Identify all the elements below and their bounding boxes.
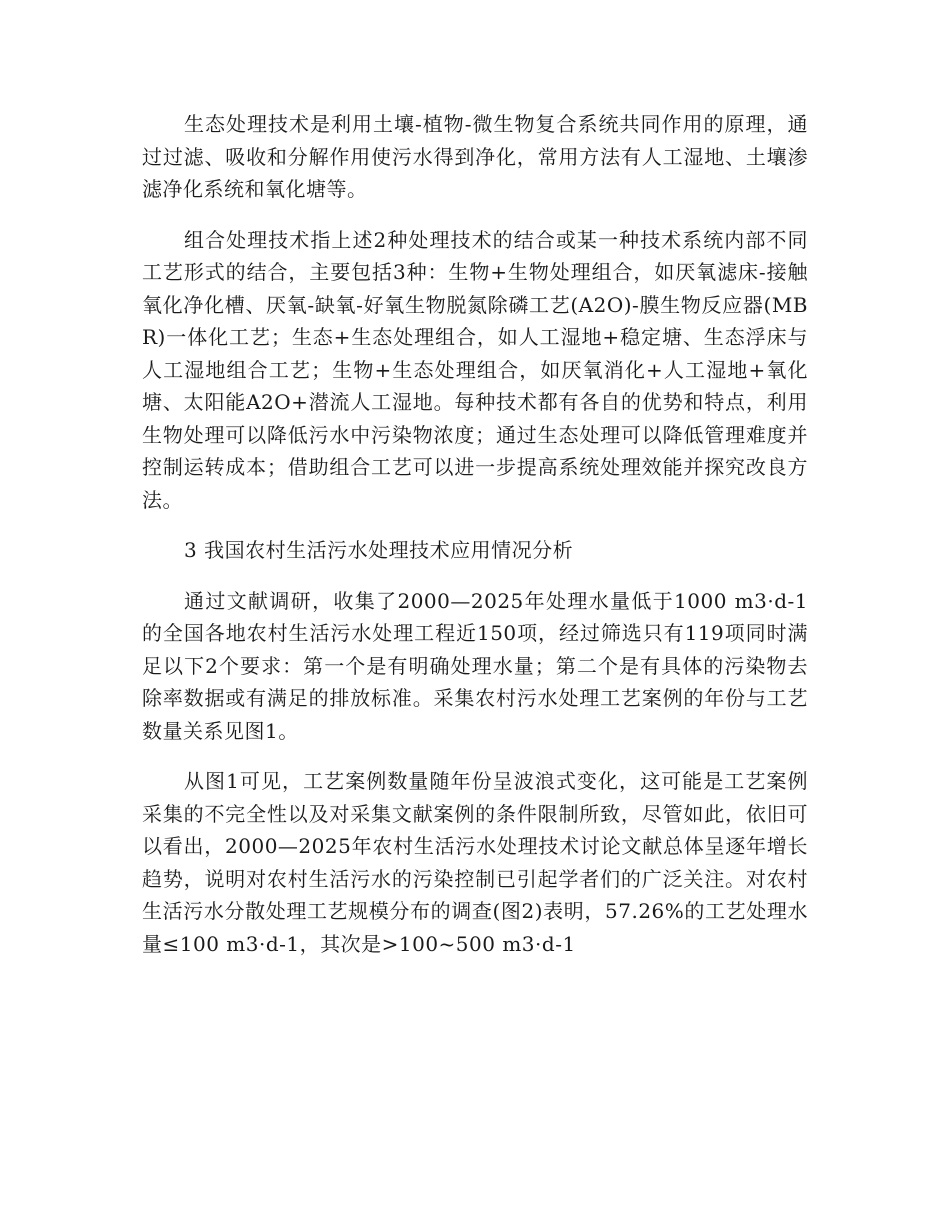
document-body [142,108,808,978]
paragraph-literature-survey: 通过文献调研，收集了2000—2025年处理水量低于1000 m3·d-1的全国各地农村生活污水处理工程近150项，经过筛选只有119项同时满足以下2个要求：第一个是有明确处理水量；第二个是有具体的污染物去除率数据或有满足的排放标准。采集农村污水处理工艺案例的年份与工艺数量关系见图1。 [142,588,808,743]
paragraph-combined-treatment: 组合处理技术指上述2种处理技术的结合或某一种技术系统内部不同工艺形式的结合，主要包括3种：生物+生物处理组合，如厌氧滤床-接触氧化净化槽、厌氧-缺氧-好氧生物脱氮除磷工艺(A2O)-膜生物反应器(MBR)一体化工艺；生态+生态处理组合，如人工湿地+稳定塘、生态浮床与人工湿地组合工艺；生物+生态处理组合，如厌氧消化+人工湿地+氧化塘、太阳能A2O+潜流人工湿地。每种技术都有各自的优势和特点，利用生物处理可以降低污水中污染物浓度；通过生态处理可以降低管理难度并控制运转成本；借助组合工艺可以进一步提高系统处理效能并探究改良方法。 [142,227,808,512]
section-heading: 3 我国农村生活污水处理技术应用情况分析 [184,538,574,562]
paragraph-ecological-treatment: 生态处理技术是利用土壤-植物-微生物复合系统共同作用的原理，通过过滤、吸收和分解作用使污水得到净化，常用方法有人工湿地、土壤渗滤净化系统和氧化塘等。 [142,112,808,201]
paragraph-figure-analysis: 从图1可见，工艺案例数量随年份呈波浪式变化，这可能是工艺案例采集的不完全性以及对采集文献案例的条件限制所致，尽管如此，依旧可以看出，2000—2025年农村生活污水处理技术讨论文献总体呈逐年增长趋势，说明对农村生活污水的污染控制已引起学者们的广泛关注。对农村生活污水分散处理工艺规模分布的调查(图2)表明，57.26%的工艺处理水量≤100 m3·d-1，其次是>100~500 m3·d-1 [142,769,808,956]
